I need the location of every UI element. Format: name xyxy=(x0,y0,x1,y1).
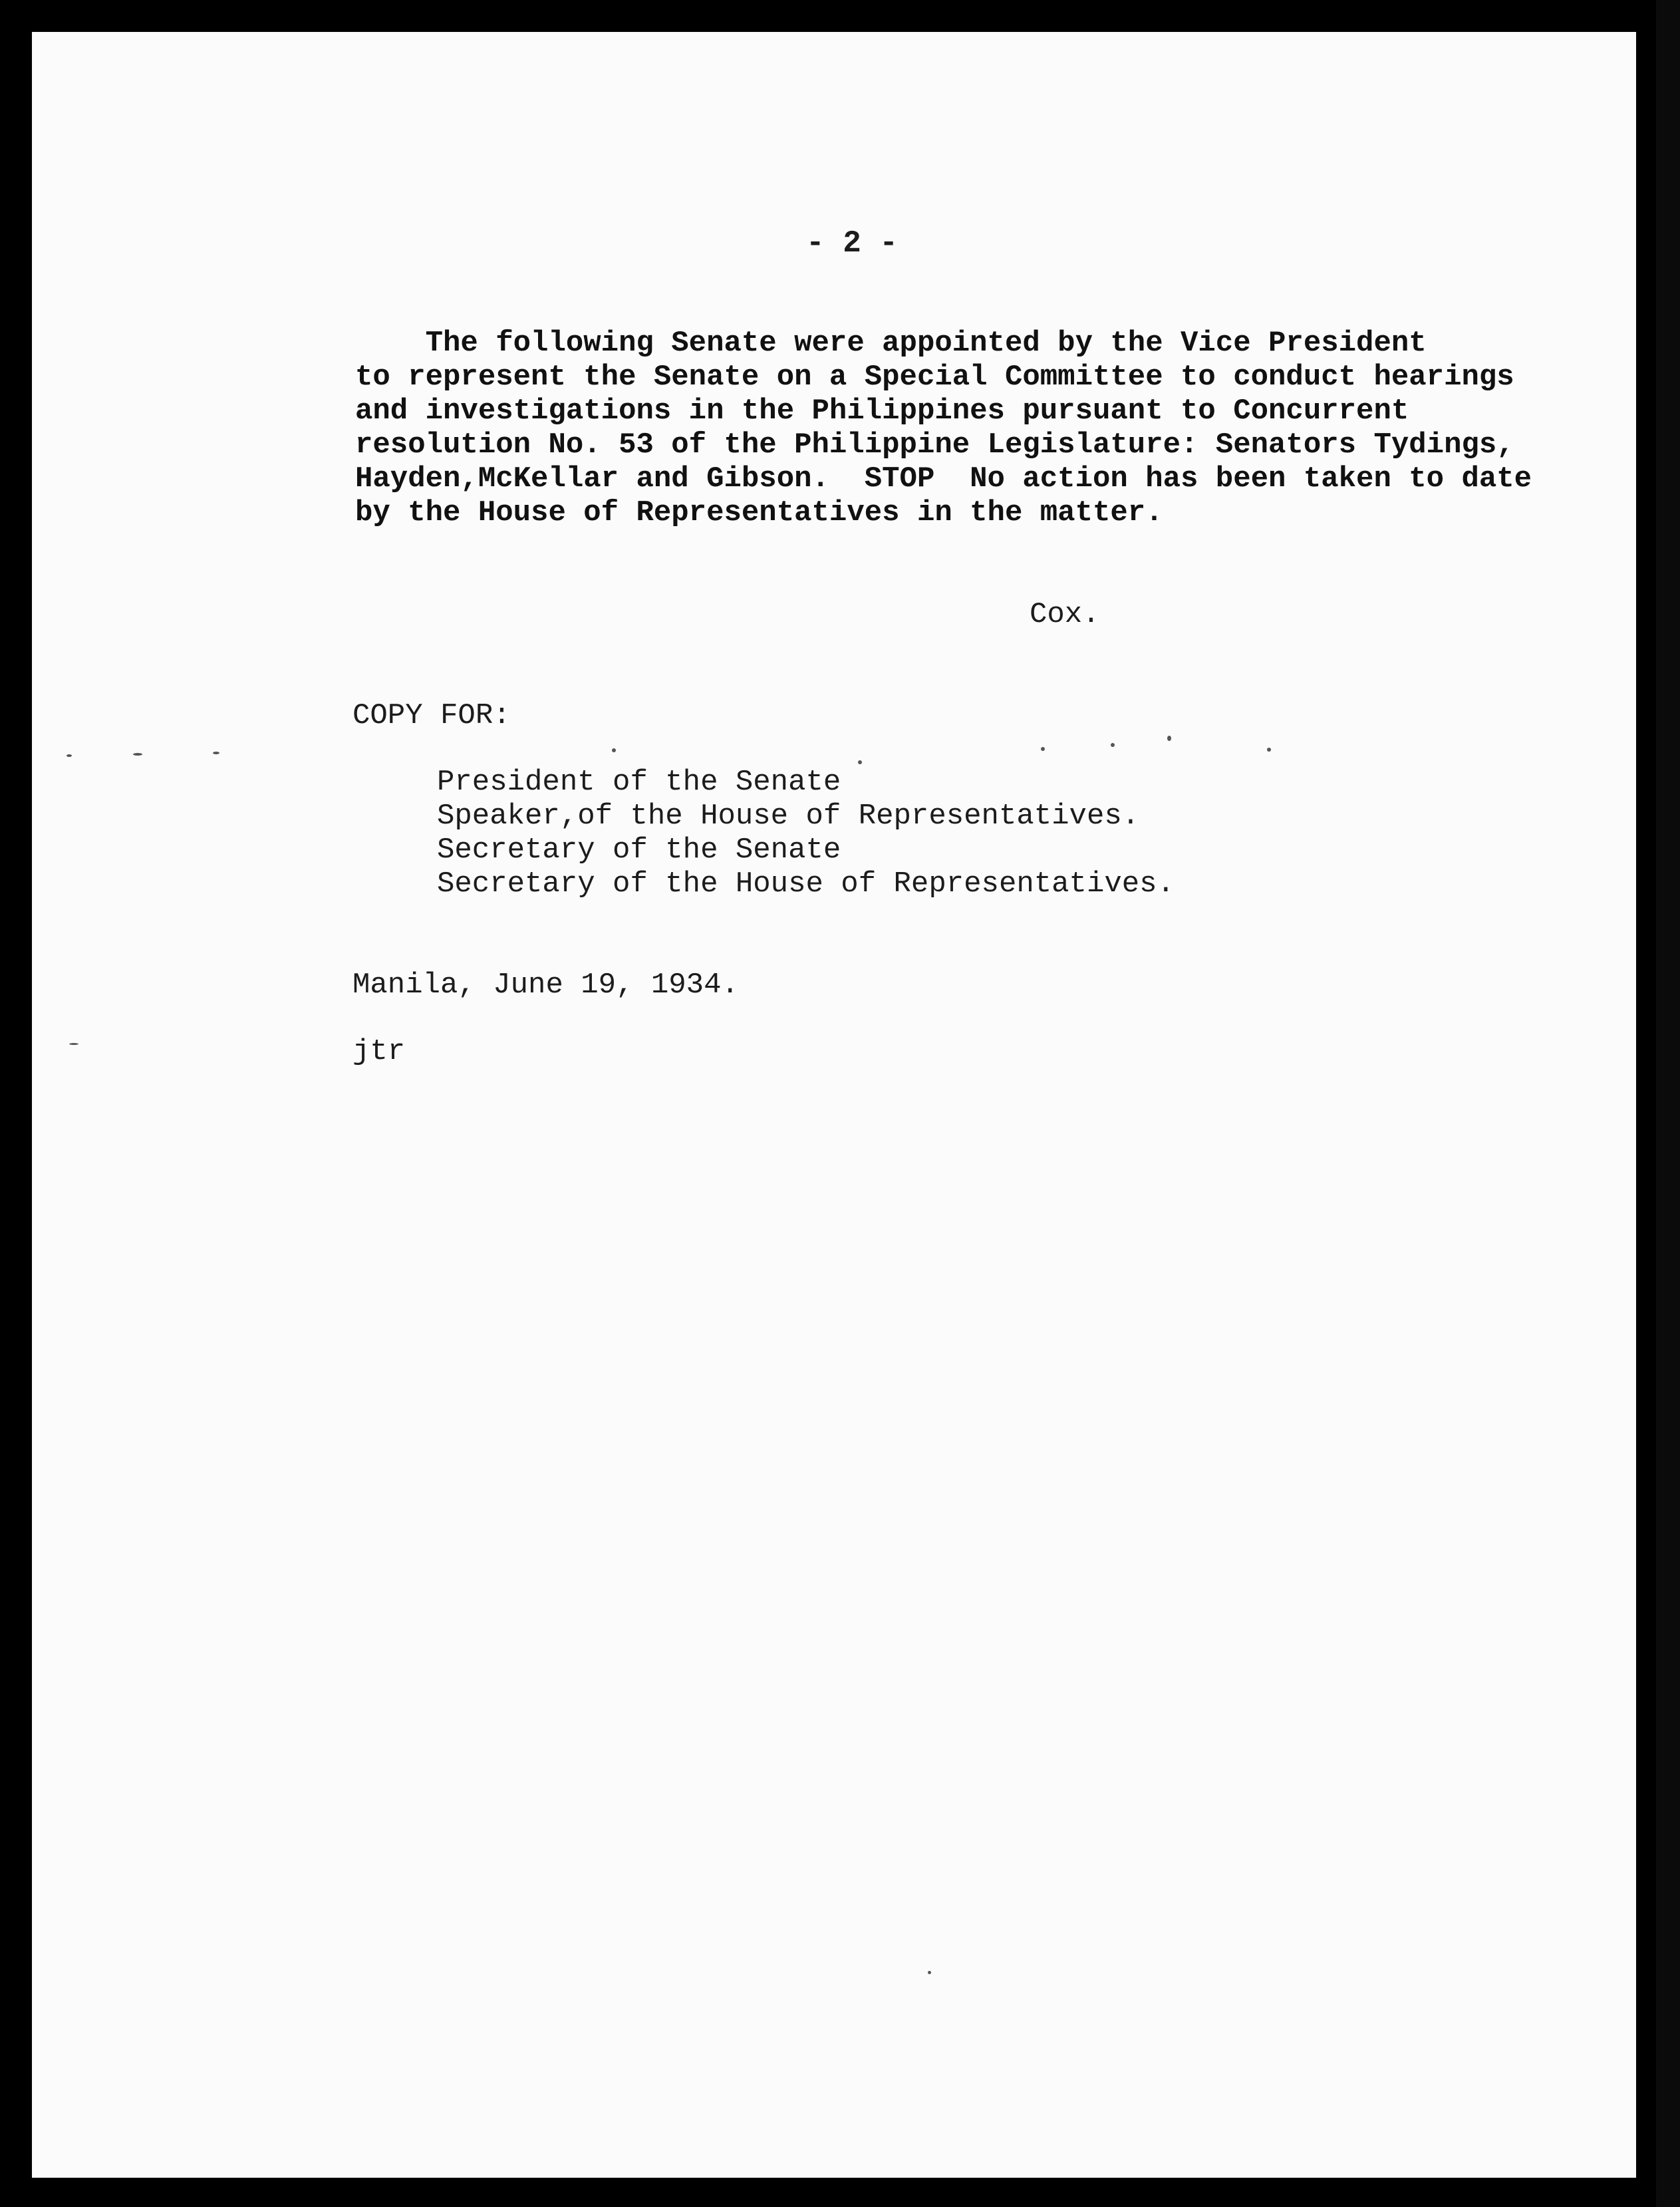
scan-speck xyxy=(1111,743,1115,747)
scan-speck xyxy=(1167,736,1171,741)
scan-edge xyxy=(1656,0,1680,2207)
scan-speck xyxy=(612,748,616,752)
page-number: - 2 - xyxy=(806,226,899,261)
paragraph-line-5: Hayden,McKellar and Gibson. STOP No action has been taken to date xyxy=(355,462,1532,496)
copy-recipient-3: Secretary of the Senate xyxy=(437,833,841,867)
paragraph-line-2: to represent the Senate on a Special Committee to conduct hearings xyxy=(355,361,1514,394)
scan-speck xyxy=(1041,747,1045,751)
scan-speck xyxy=(133,753,142,756)
paragraph-line-1: The following Senate were appointed by the Vice President xyxy=(355,327,1427,360)
scan-speck xyxy=(928,1971,931,1974)
scan-speck xyxy=(67,754,72,757)
typist-initials: jtr xyxy=(352,1035,406,1068)
paragraph-line-4: resolution No. 53 of the Philippine Legislature: Senators Tydings, xyxy=(355,428,1514,462)
scan-speck xyxy=(1267,748,1271,752)
copy-recipient-1: President of the Senate xyxy=(437,766,841,799)
paragraph-line-3: and investigations in the Philippines pursuant to Concurrent xyxy=(355,394,1409,428)
copy-for-label: COPY FOR: xyxy=(352,699,511,732)
scan-speck xyxy=(213,752,219,754)
date-line: Manila, June 19, 1934. xyxy=(352,968,739,1002)
copy-recipient-4: Secretary of the House of Representatives. xyxy=(437,867,1175,901)
paragraph-line-6: by the House of Representatives in the matter. xyxy=(355,496,1163,529)
scan-speck xyxy=(858,760,862,764)
signature: Cox. xyxy=(1030,598,1100,631)
scan-speck xyxy=(69,1043,78,1045)
copy-recipient-2: Speaker,of the House of Representatives. xyxy=(437,800,1140,833)
